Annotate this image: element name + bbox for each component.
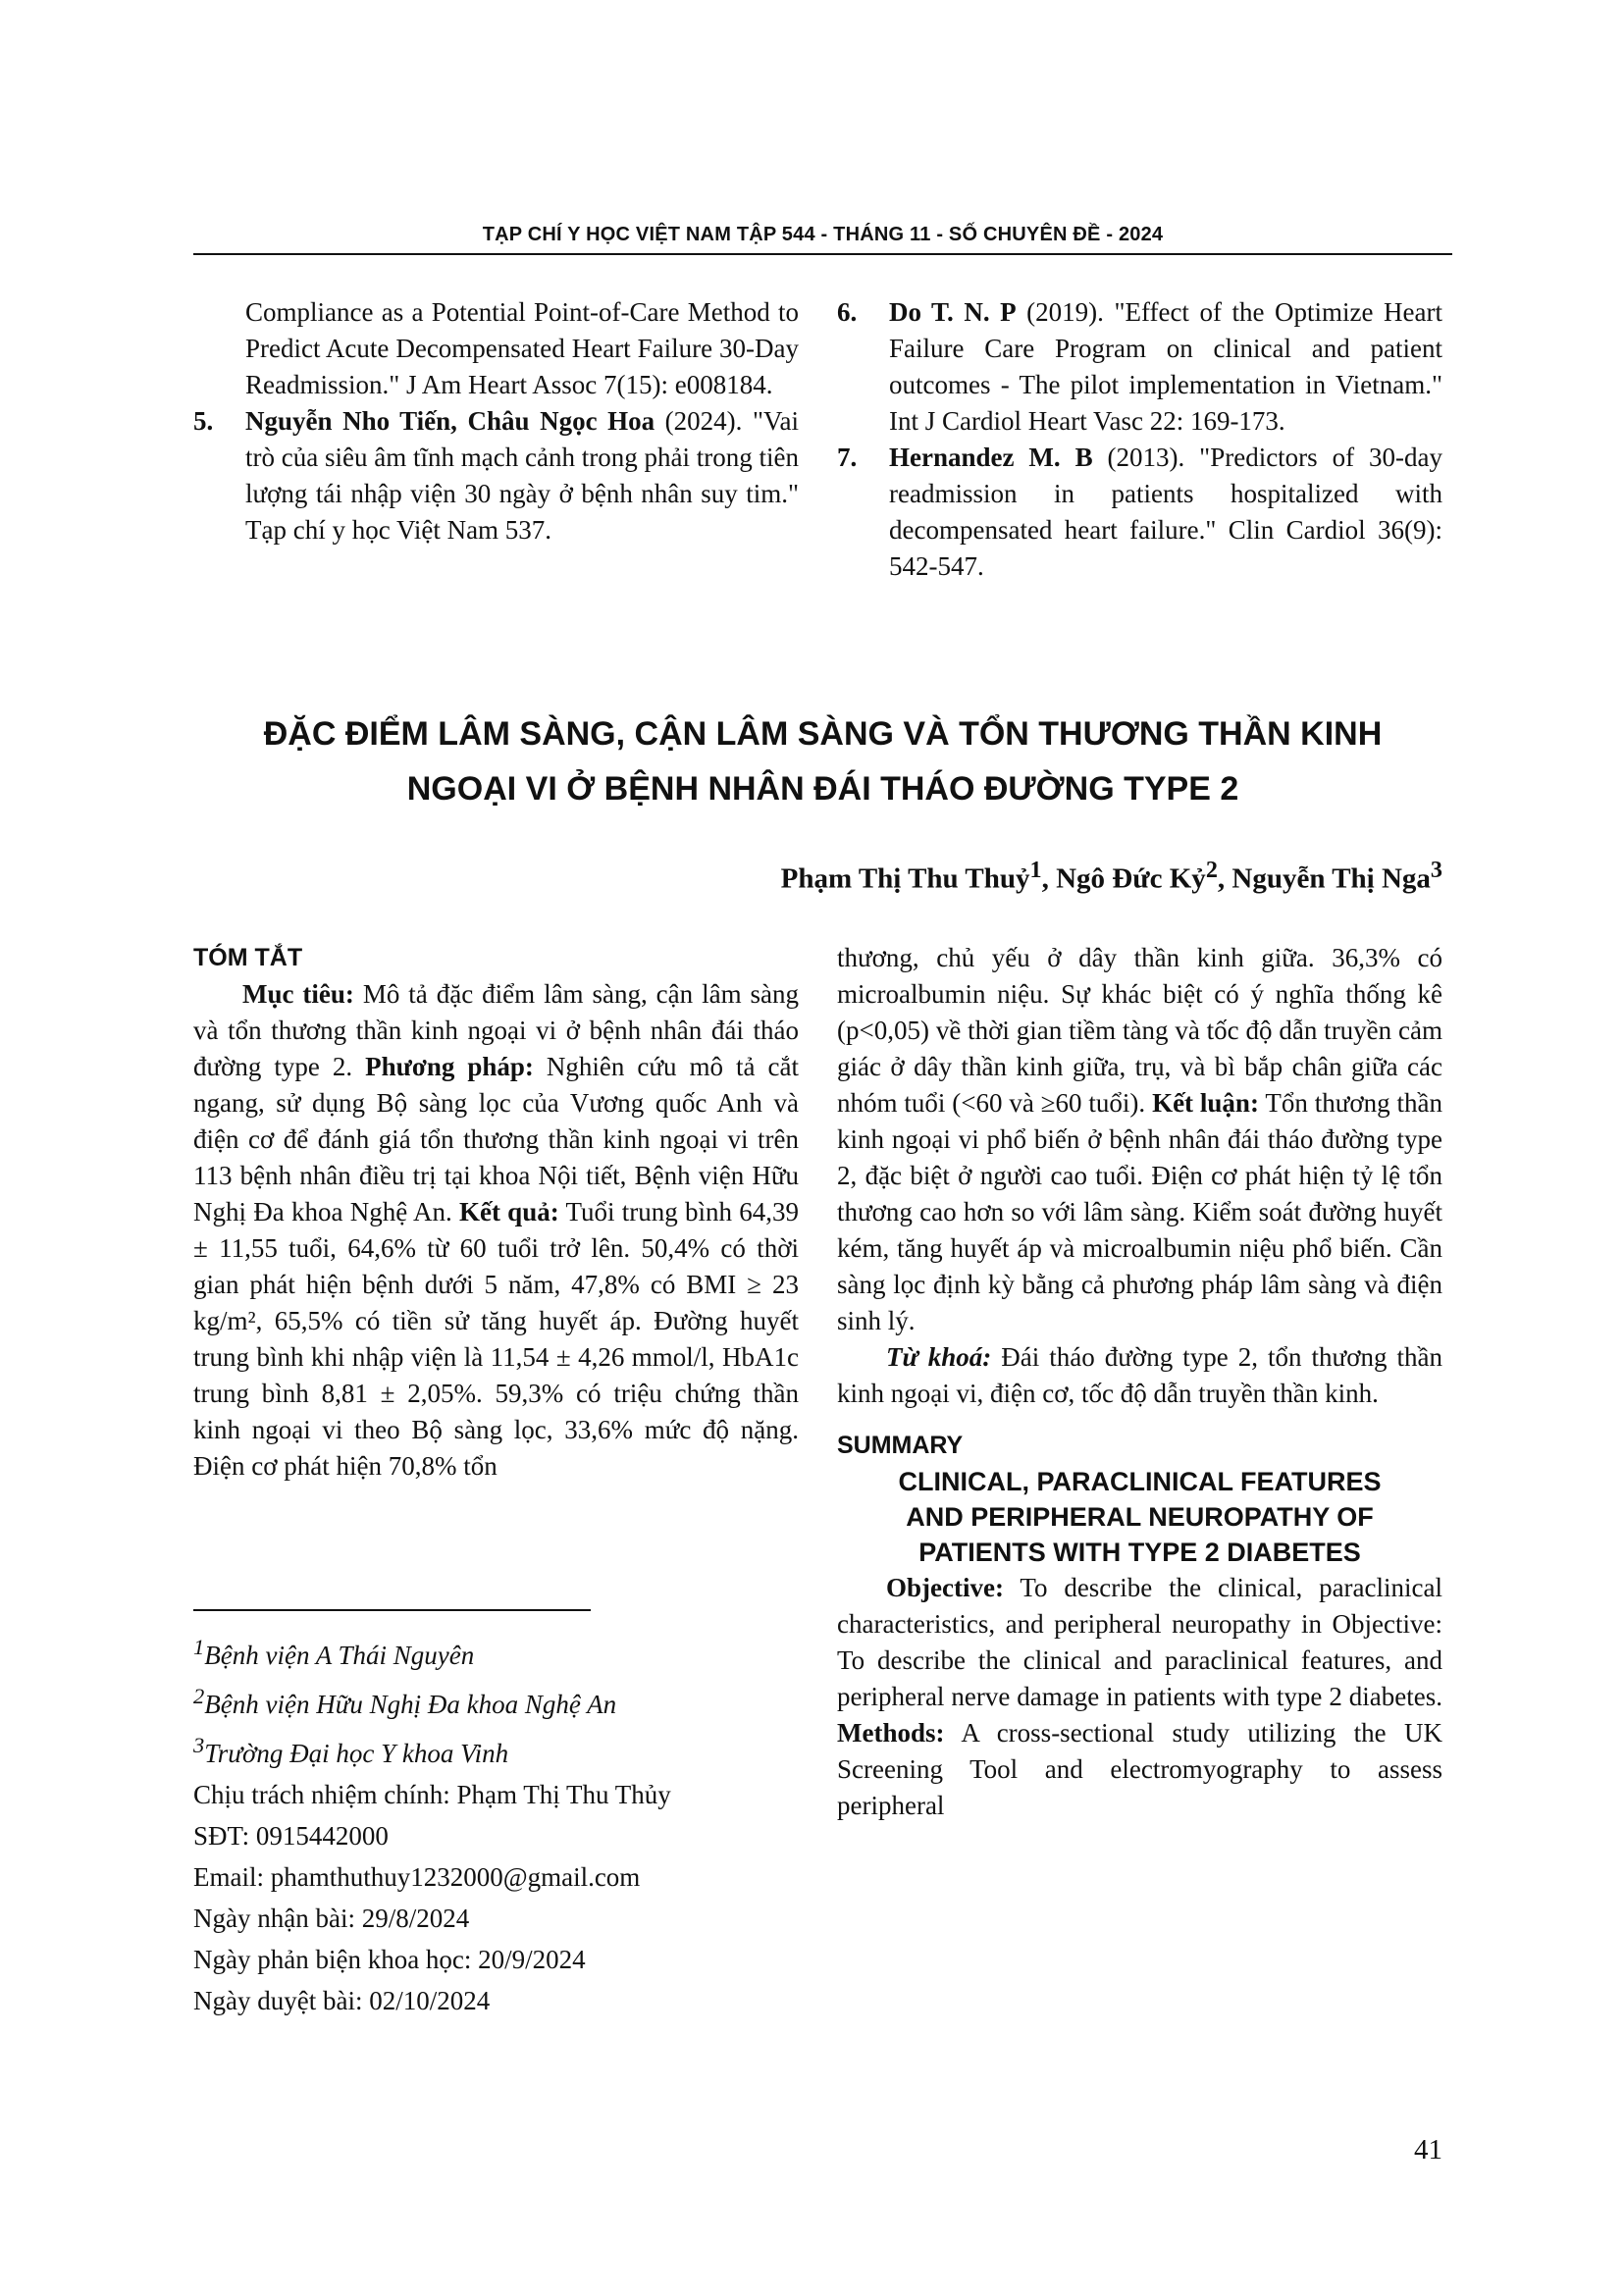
abstract-continuation (837, 940, 1442, 1339)
review-date: Ngày phản biện khoa học: 20/9/2024 (193, 1945, 586, 1974)
footnotes (193, 1627, 821, 2021)
reference-authors: Do T. N. P (889, 297, 1017, 327)
reference-4-continuation: Compliance as a Potential Point-of-Care Method to Predict Acute Decompensated Heart Failure 30-Day Readmission." J Am Heart Assoc 7(15): e008184. (245, 297, 799, 399)
objective-text: Mô tả đặc điểm lâm sàng, cận lâm sàng và tổn thương thần kinh ngoại vi ở bệnh nhân đái tháo đường type 2. (193, 979, 800, 1081)
conclusion-label: Kết luận: (1152, 1088, 1259, 1118)
journal-header: TẠP CHÍ Y HỌC VIỆT NAM TẬP 544 - THÁNG 11 - SỐ CHUYÊN ĐỀ - 2024 (482, 224, 1164, 245)
received-date: Ngày nhận bài: 29/8/2024 (193, 1904, 470, 1933)
keywords-label: Từ khoá: (886, 1342, 992, 1372)
reference-text: (2013). "Predictors of 30-day readmission in patients hospitalized with decompensated heart failure." Clin Cardiol 36(9): 542-547. (889, 443, 1442, 581)
reference-text: (2024). "Vai trò của siêu âm tĩnh mạch cảnh trong phải trong tiên lượng tái nhập viện 30 ngày ở bệnh nhân suy tim." Tạp chí y học Việt Nam 537. (245, 406, 799, 545)
summary-objective-label: Objective: (886, 1573, 1004, 1602)
author-list: Phạm Thị Thu Thuỷ$^1$, Ngô Đức Kỷ$^2$, Nguyễn Thị Nga$^3$ (780, 857, 1442, 895)
summary-title-line-3: PATIENTS WITH TYPE 2 DIABETES (918, 1538, 1361, 1567)
summary-methods-text: A cross-sectional study utilizing the UK Screening Tool and electromyography to assess peripheral (837, 1718, 1442, 1820)
article-title (193, 706, 1452, 816)
article-title-line-1: ĐẶC ĐIỂM LÂM SÀNG, CẬN LÂM SÀNG VÀ TỔN THƯƠNG THẦN KINH (263, 715, 1383, 753)
references-right-column (837, 294, 1442, 585)
summary-methods-label: Methods: (837, 1718, 945, 1748)
summary-title-line-1: CLINICAL, PARACLINICAL FEATURES (898, 1467, 1382, 1496)
affiliation-text: Trường Đại học Y khoa Vinh (204, 1739, 509, 1768)
affiliation-3 (193, 1725, 821, 1774)
summary-heading: SUMMARY (837, 1432, 964, 1459)
email: Email: phamthuthuy1232000@gmail.com (193, 1862, 641, 1892)
author-affiliation-sup: 2 (1205, 857, 1218, 883)
header-rule (193, 253, 1452, 255)
summary-title-line-2: AND PERIPHERAL NEUROPATHY OF (906, 1502, 1374, 1532)
reference-6 (837, 294, 1442, 440)
summary-objective-text: To describe the clinical, paraclinical characteristics, and peripheral neuropathy in Objective: To describe the clinical and paraclinical features, and peripheral nerve damage in patients with type 2 diabetes. (837, 1573, 1442, 1711)
author-name: Nguyễn Thị Nga (1231, 862, 1431, 895)
reference-body (889, 440, 1442, 585)
reference-number: 6. (837, 297, 858, 327)
responsible-author: Chịu trách nhiệm chính: Phạm Thị Thu Thủy (193, 1780, 671, 1809)
affiliation-1 (193, 1627, 821, 1676)
results-text-continued: thương, chủ yếu ở dây thần kinh giữa. 36,3% có microalbumin niệu. Sự khác biệt có ý nghĩa thống kê (p<0,05) về thời gian tiềm tàng và tốc độ dẫn truyền cảm giác ở dây thần kinh giữa, trụ, và bì bắp chân giữa các nhóm tuổi (<60 và ≥60 tuổi). (837, 943, 1442, 1118)
summary-paragraph (837, 1570, 1442, 1824)
references-left-column (193, 294, 799, 548)
conclusion-text: Tổn thương thần kinh ngoại vi phổ biến ở bệnh nhân đái tháo đường type 2, đặc biệt ở người cao tuổi. Điện cơ phát hiện tỷ lệ tổn thương cao hơn so với lâm sàng. Kiểm soát đường huyết kém, tăng huyết áp và microalbumin niệu phổ biến. Cần sàng lọc định kỳ bằng cả phương pháp lâm sàng và điện sinh lý. (837, 1088, 1442, 1335)
reference-7 (837, 440, 1442, 585)
reference-authors: Hernandez M. B (889, 443, 1093, 472)
author-affiliation-sup: 3 (1430, 857, 1442, 883)
author-name: Ngô Đức Kỷ (1056, 862, 1206, 895)
methods-label: Phương pháp: (365, 1052, 534, 1081)
methods-text: Nghiên cứu mô tả cắt ngang, sử dụng Bộ sàng lọc của Vương quốc Anh và điện cơ để đánh giá tổn thương thần kinh ngoại vi trên 113 bệnh nhân điều trị tại khoa Nội tiết, Bệnh viện Hữu Nghị Đa khoa Nghệ An. (193, 1052, 799, 1226)
affiliation-text: Bệnh viện Hữu Nghị Đa khoa Nghệ An (204, 1690, 617, 1719)
results-text: Tuổi trung bình 64,39 ± 11,55 tuổi, 64,6% từ 60 tuổi trở lên. 50,4% có thời gian phát hiện bệnh dưới 5 năm, 47,8% có BMI ≥ 23 kg/m², 65,5% có tiền sử tăng huyết áp. Đường huyết trung bình khi nhập viện là 11,54 ± 4,26 mmol/l, HbA1c trung bình 8,81 ± 2,05%. 59,3% có triệu chứng thần kinh ngoại vi theo Bộ sàng lọc, 33,6% mức độ nặng. Điện cơ phát hiện 70,8% tổn (193, 1197, 799, 1481)
article-title-line-2: NGOẠI VI Ở BỆNH NHÂN ĐÁI THÁO ĐƯỜNG TYPE 2 (406, 770, 1239, 808)
reference-number: 7. (837, 443, 858, 472)
reference-authors: Nguyễn Nho Tiến, Châu Ngọc Hoa (245, 406, 655, 436)
affiliation-sup: 3 (193, 1733, 205, 1757)
abstract-left-column (193, 940, 799, 1485)
reference-number: 5. (193, 406, 214, 436)
abstract-right-column (837, 940, 1442, 1824)
objective-label: Mục tiêu: (242, 979, 354, 1009)
results-label: Kết quả: (458, 1197, 559, 1226)
approval-date: Ngày duyệt bài: 02/10/2024 (193, 1986, 491, 2015)
author-name: Phạm Thị Thu Thuỷ (780, 862, 1030, 895)
reference-body (889, 294, 1442, 440)
reference-5 (193, 403, 799, 548)
keywords-paragraph (837, 1339, 1442, 1412)
reference-body (245, 403, 799, 548)
reference-text: (2019). "Effect of the Optimize Heart Failure Care Program on clinical and patient outcomes - The pilot implementation in Vietnam." Int J Cardiol Heart Vasc 22: 169-173. (889, 297, 1442, 436)
phone: SĐT: 0915442000 (193, 1821, 389, 1851)
abstract-heading: TÓM TẮT (193, 944, 303, 971)
abstract-paragraph (193, 976, 799, 1485)
author-affiliation-sup: 1 (1029, 857, 1042, 883)
affiliation-2 (193, 1676, 821, 1725)
affiliation-sup: 1 (193, 1635, 205, 1659)
affiliation-text: Bệnh viện A Thái Nguyên (204, 1641, 475, 1670)
summary-title (837, 1464, 1442, 1570)
keywords-text: Đái tháo đường type 2, tổn thương thần kinh ngoại vi, điện cơ, tốc độ dẫn truyền thần kinh. (837, 1342, 1442, 1408)
page-number: 41 (1414, 2134, 1442, 2166)
footnote-rule (193, 1609, 591, 1611)
affiliation-sup: 2 (193, 1684, 205, 1708)
